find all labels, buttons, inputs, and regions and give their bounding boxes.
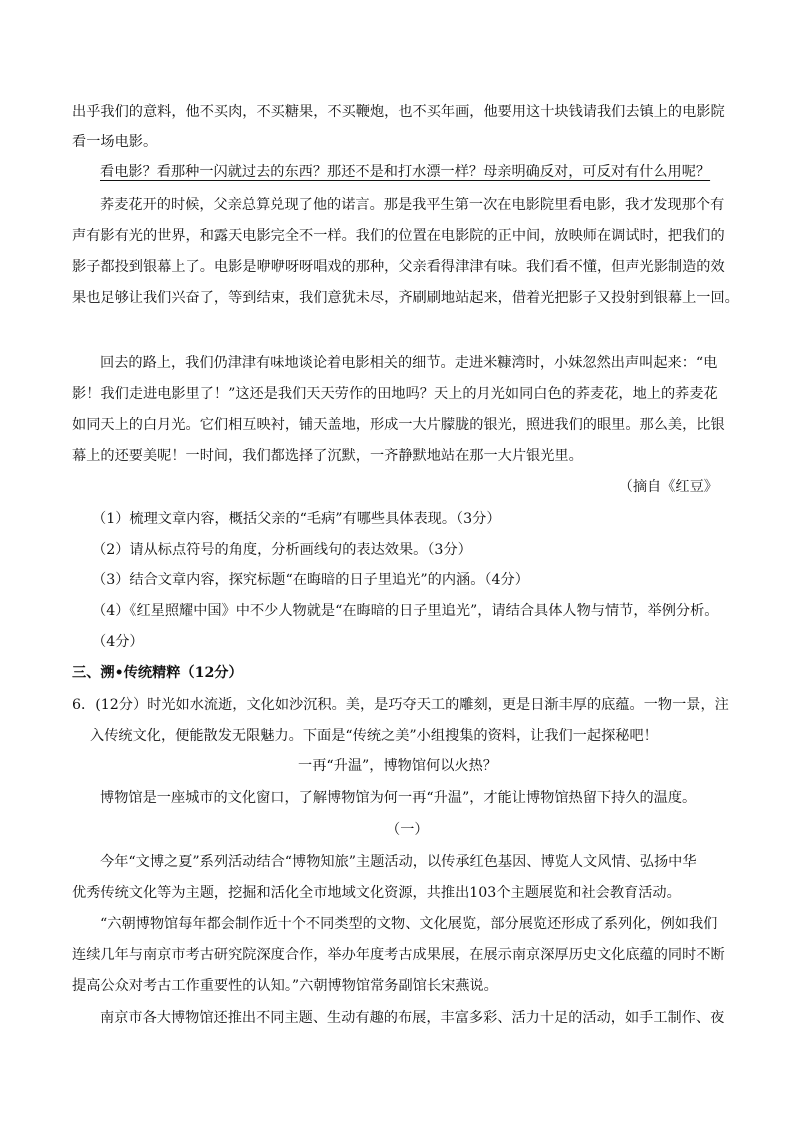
story-source: （摘自《红豆》 xyxy=(618,479,718,495)
question-3: （3）结合文章内容，探究标题“在晦暗的日子里追光”的内涵。（4分） xyxy=(92,572,529,588)
article-paragraph-b-line-3: 提高公众对考古工作重要性的认知。”六朝博物馆常务副馆长宋燕说。 xyxy=(72,978,498,994)
question-4-score: （4分） xyxy=(92,634,144,650)
story-paragraph-4-line-2: 影！我们走进电影里了！”这还是我们天天劳作的田地吗？天上的月光如同白色的荞麦花，地上的荞麦花 xyxy=(72,386,718,402)
underlined-sentence: 看电影？看那种一闪就过去的东西？那还不是和打水漂一样？母亲明确反对，可反对有什么用呢？ xyxy=(100,164,711,180)
article-intro: 博物馆是一座城市的文化窗口，了解博物馆为何一再“升温”，才能让博物馆热留下持久的温度。 xyxy=(100,790,697,806)
story-paragraph-4-line-3: 如同天上的白月光。它们相互映衬，铺天盖地，形成一大片朦胧的银光，照进我们的眼里。那么美，比银 xyxy=(72,417,725,433)
article-paragraph-a-line-1: 今年“文博之夏”系列活动结合“博物知旅”主题活动，以传承红色基因、博览人文风情、弘扬中华 xyxy=(100,854,697,870)
story-paragraph-3-line-1: 荞麦花开的时候，父亲总算兑现了他的诺言。那是我平生第一次在电影院里看电影，我才发现那个有 xyxy=(100,197,725,213)
story-paragraph-1-line-1: 出乎我们的意料，他不买肉，不买糖果，不买鞭炮，也不买年画，他要用这十块钱请我们去镇上的电影院 xyxy=(72,104,725,120)
question-6-line-2: 入传统文化，便能散发无限魅力。下面是“传统之美”小组搜集的资料，让我们一起探秘吧！ xyxy=(90,728,658,744)
section-3-heading: 三、溯•传统精粹（12分） xyxy=(72,665,243,681)
story-paragraph-4-line-4: 幕上的还要美呢！一时间，我们都选择了沉默，一齐静默地站在那一大片银光里。 xyxy=(72,448,583,464)
story-paragraph-4-line-1: 回去的路上，我们仍津津有味地谈论着电影相关的细节。走进米糠湾时，小妹忽然出声叫起来：“电 xyxy=(100,355,718,371)
article-part-label: （一） xyxy=(386,822,429,838)
article-paragraph-a-line-2: 优秀传统文化等为主题，挖掘和活化全市地域文化资源，共推出103个主题展览和社会教育活动。 xyxy=(72,885,681,901)
question-2: （2）请从标点符号的角度，分析画线句的表达效果。（3分） xyxy=(92,542,472,558)
story-paragraph-3-line-2: 声有影有光的世界，和露天电影完全不一样。我们的位置在电影院的正中间，放映师在调试时，把我们的 xyxy=(72,228,725,244)
article-paragraph-b-line-1: “六朝博物馆每年都会制作近十个不同类型的文物、文化展览，部分展览还形成了系列化，例如我们 xyxy=(100,916,718,932)
story-paragraph-3-line-3: 影子都投到银幕上了。电影是咿咿呀呀唱戏的那种，父亲看得津津有味。我们看不懂，但声光影制造的效 xyxy=(72,259,725,275)
story-paragraph-3-line-4: 果也足够让我们兴奋了，等到结束，我们意犹未尽，齐刷刷地站起来，借着光把影子又投射到银幕上一回。 xyxy=(72,290,739,306)
article-title: 一再“升温”，博物馆何以火热？ xyxy=(298,758,497,774)
question-1: （1）梳理文章内容，概括父亲的“毛病”有哪些具体表现。（3分） xyxy=(92,511,501,527)
question-4: （4）《红星照耀中国》中不少人物就是“在晦暗的日子里追光”，请结合具体人物与情节，举例分析。 xyxy=(92,603,719,619)
question-6-line-1: 6．(12分）时光如水流逝，文化如沙沉积。美，是巧夺天工的雕刻，更是日渐丰厚的底蕴。一物一景，注 xyxy=(72,697,729,713)
story-paragraph-1-line-2: 看一场电影。 xyxy=(72,134,158,150)
article-paragraph-c-line-1: 南京市各大博物馆还推出不同主题、生动有趣的布展，丰富多彩、活力十足的活动，如手工制作、夜 xyxy=(100,1010,725,1026)
article-paragraph-b-line-2: 连续几年与南京市考古研究院深度合作，举办年度考古成果展，在展示南京深厚历史文化底蕴的同时不断 xyxy=(72,947,725,963)
